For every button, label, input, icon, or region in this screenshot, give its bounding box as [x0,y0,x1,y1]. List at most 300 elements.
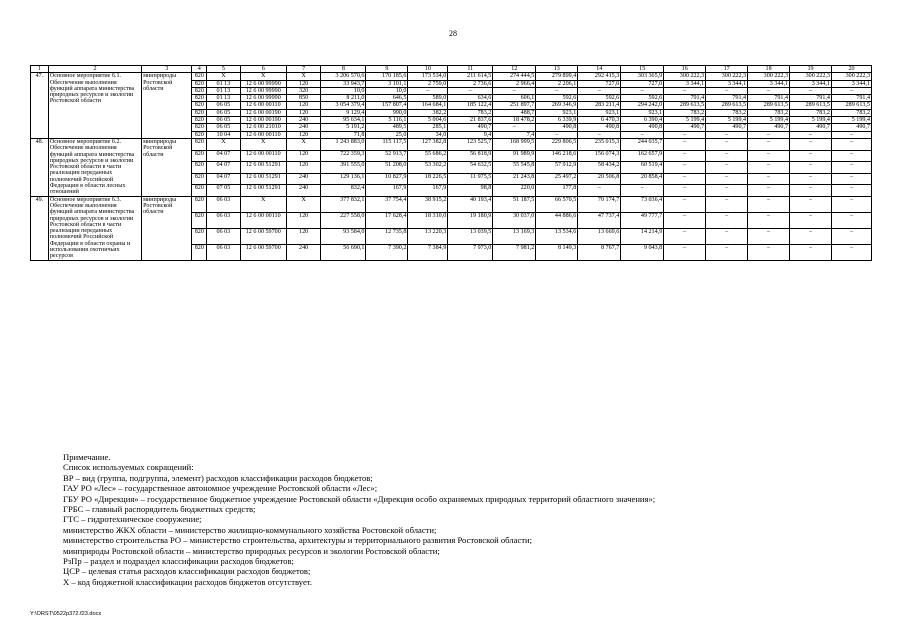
table-cell: – [706,173,748,185]
activity-description: Основное мероприятие 6.3. Обеспечение выполнения функций аппарата министерства природных ресурсов и экологии Ростовской области в части реализации переданных полномочий Российской Федерации в области охраны и использования охотничьих ресурсов [48,196,141,260]
table-cell: 156 074,3 [578,150,621,162]
table-cell: 7 973,0 [448,244,493,260]
table-cell: 12 6 00 00110 [240,102,286,109]
table-cell: 54 632,5 [448,162,493,174]
table-cell: 820 [192,102,207,109]
table-cell: 820 [192,95,207,102]
table-cell: 5 199,4 [706,117,748,124]
table-cell: 240 [286,185,321,197]
table-cell: 13 169,3 [493,228,536,244]
table-cell: 10,0 [321,87,366,94]
responsible-executor: минприроды Ростовской области [142,138,192,196]
column-number: 13 [536,66,578,73]
table-cell: – [748,131,790,138]
table-cell: 289 613,5 [748,102,790,109]
table-cell: – [664,162,706,174]
table-cell: 7 981,2 [493,244,536,260]
table-cell: 6 470,3 [578,117,621,124]
table-cell: – [790,173,832,185]
table-cell: 289 613,5 [790,102,832,109]
table-cell: 11 975,5 [448,173,493,185]
table-cell: 12 6 00 99990 [240,80,286,87]
table-cell: 3 344,1 [706,80,748,87]
table-cell: 3 344,1 [831,80,871,87]
table-cell: 289 613,5 [706,102,748,109]
table-cell: – [621,185,664,197]
table-cell: – [790,228,832,244]
table-cell: 820 [192,80,207,87]
column-number: 15 [621,66,664,73]
table-cell: 820 [192,228,207,244]
table-cell: 177,8 [536,185,578,197]
table-cell: 12 6 00 59700 [240,228,286,244]
table-cell: 167,9 [408,185,448,197]
table-cell: 18 226,5 [408,173,448,185]
table-cell: – [578,131,621,138]
table-cell: – [748,228,790,244]
table-cell: 634,6 [448,95,493,102]
abbreviation-item: минприроды Ростовской области – министерство природных ресурсов и экологии Ростовской области; [63,545,440,556]
column-number: 7 [286,66,321,73]
table-cell: 820 [192,185,207,197]
table-cell: Х [240,196,286,212]
table-cell: 21 243,8 [493,173,536,185]
table-cell: 01 13 [207,80,241,87]
table-cell: Х [207,138,241,150]
table-cell: 8 149,3 [536,244,578,260]
table-cell: 820 [192,212,207,228]
abbreviation-item: ЦСР – целевая статья расходов классификации расходов бюджетов; [63,566,311,577]
table-cell: 38 915,2 [408,196,448,212]
table-cell: 489,5 [366,124,408,131]
table-cell: 391 555,0 [321,162,366,174]
table-cell: 162 657,9 [621,150,664,162]
table-cell: 04 07 [207,162,241,174]
table-cell: 01 13 [207,87,241,94]
table-cell: 91 989,9 [493,150,536,162]
column-number: 10 [408,66,448,73]
table-cell: 220,0 [493,185,536,197]
column-number: 1 [31,66,49,73]
table-cell: – [748,87,790,94]
abbreviations-title: Список используемых сокращений: [63,462,194,473]
table-cell: 7 390,2 [366,244,408,260]
table-cell: 8 211,0 [321,95,366,102]
table-cell: 168 999,5 [493,138,536,150]
table-cell: – [706,196,748,212]
table-cell: 783,2 [448,109,493,116]
table-cell: – [748,173,790,185]
row-number: 47. [31,73,49,139]
table-cell: – [706,131,748,138]
table-cell: 13 039,5 [448,228,493,244]
table-cell: 04 07 [207,150,241,162]
table-cell: – [790,196,832,212]
table-cell: 820 [192,73,207,80]
table-cell: 3 101,1 [366,80,408,87]
abbreviation-item: Х – код бюджетной классификации расходов бюджетов отсутствует. [63,576,313,587]
table-cell: 791,4 [748,95,790,102]
table-cell: 289 613,5 [831,102,871,109]
table-cell: 783,2 [706,109,748,116]
table-cell: 56 690,1 [321,244,366,260]
abbreviation-item: ГБУ РО «Дирекция» – государственное бюджетное учреждение Ростовской области «Дирекция особо охраняемых природных территорий областного значения»; [63,493,656,504]
table-cell: 791,4 [831,95,871,102]
responsible-executor: минприроды Ростовской области [142,73,192,139]
table-cell: – [748,150,790,162]
table-cell: – [706,162,748,174]
table-cell: 12 6 00 21010 [240,124,286,131]
table-cell: 12 6 00 00190 [240,109,286,116]
table-cell: 21 837,6 [448,117,493,124]
table-cell: – [790,131,832,138]
table-cell: – [748,185,790,197]
table-cell: 9,4 [448,131,493,138]
table-cell: 98,8 [448,185,493,197]
table-cell: 44 886,6 [536,212,578,228]
column-number: 2 [48,66,141,73]
table-cell: – [664,131,706,138]
column-number: 9 [366,66,408,73]
table-cell: 06 03 [207,244,241,260]
table-cell: 791,4 [790,95,832,102]
table-cell: 923,1 [578,109,621,116]
table-cell: 164 684,1 [408,102,448,109]
table-cell: – [831,162,871,174]
table-cell: – [790,150,832,162]
table-cell: Х [207,73,241,80]
table-cell: 289 613,5 [664,102,706,109]
table-cell: 320 [286,87,321,94]
table-cell: 791,4 [706,95,748,102]
table-cell: 820 [192,196,207,212]
activity-description: Основное мероприятие 6.1. Обеспечение выполнения функций аппарата министерства природных ресурсов и экологии Ростовской области [48,73,141,139]
table-cell: 783,2 [664,109,706,116]
column-number: 19 [790,66,832,73]
table-cell: 820 [192,87,207,94]
table-cell: 53 302,2 [408,162,448,174]
table-cell: 57 912,9 [536,162,578,174]
column-number: 8 [321,66,366,73]
table-cell: 850 [286,95,321,102]
table-cell: 3 344,1 [664,80,706,87]
table-cell: 820 [192,244,207,260]
table-cell: Х [286,73,321,80]
table-cell: 820 [192,150,207,162]
table-cell: 170 185,6 [366,73,408,80]
table-cell: 06 05 [207,102,241,109]
table-cell: – [578,185,621,197]
table-cell: 490,7 [706,124,748,131]
table-cell: 292 415,3 [578,73,621,80]
table-cell: 832,4 [321,185,366,197]
table-cell: 279 899,4 [536,73,578,80]
table-cell: 123 525,7 [448,138,493,150]
table-cell: – [448,87,493,94]
table-cell: 592,6 [578,95,621,102]
table-cell: 303 365,9 [621,73,664,80]
table-cell: 95 634,1 [321,117,366,124]
table-cell: – [790,162,832,174]
table-cell: 127 382,8 [408,138,448,150]
table-cell: 722 359,3 [321,150,366,162]
table-cell: – [790,185,832,197]
table-cell: 274 444,5 [493,73,536,80]
table-cell: 490,8 [536,124,578,131]
table-cell: 10,0 [366,87,408,94]
table-cell: 06 05 [207,117,241,124]
table-cell: 185 122,4 [448,102,493,109]
table-cell: – [664,173,706,185]
table-cell: 490,7 [831,124,871,131]
table-cell: 5 199,4 [831,117,871,124]
page-number: 28 [449,29,457,38]
table-cell: 490,7 [748,124,790,131]
table-cell: Х [286,196,321,212]
table-cell: 923,1 [536,109,578,116]
table-cell: 490,8 [621,124,664,131]
table-cell: – [831,87,871,94]
table-cell: – [664,87,706,94]
table-cell: 12 735,8 [366,228,408,244]
column-number: 11 [448,66,493,73]
table-cell: 6 339,9 [536,117,578,124]
table-cell: 8 767,7 [578,244,621,260]
activity-description: Основное мероприятие 6.2. Обеспечение выполнения функций аппарата министерства природных ресурсов и экологии Ростовской области в части реализации переданных полномочий Российской Федерации в области лесных отношений [48,138,141,196]
table-cell: 115 117,5 [366,138,408,150]
table-cell: 120 [286,102,321,109]
file-path: Y:\ORST\0522p372.f23.docx [30,611,102,617]
table-cell: 2 736,6 [448,80,493,87]
table-cell: 60 519,4 [621,162,664,174]
notes-section [63,452,883,587]
table-cell: – [664,212,706,228]
column-number-row [31,66,872,73]
table-cell: 820 [192,173,207,185]
table-cell: 34,0 [408,131,448,138]
table-cell: 12 6 00 99990 [240,95,286,102]
table-cell: – [664,185,706,197]
abbreviation-item: ГТС – гидротехническое сооружение; [63,514,202,525]
table-cell: – [748,244,790,260]
table-cell: – [831,185,871,197]
table-cell: Х [286,138,321,150]
table-cell: 5 191,2 [321,124,366,131]
notes-heading: Примечание. [63,452,111,462]
table-cell: 820 [192,117,207,124]
table-cell: 12 6 00 51291 [240,173,286,185]
table-cell: 820 [192,109,207,116]
table-cell: – [706,212,748,228]
table-cell: – [831,212,871,228]
column-number: 3 [142,66,192,73]
row-number: 49. [31,196,49,260]
table-cell: 01 13 [207,95,241,102]
table-cell: – [664,150,706,162]
table-cell: 52 913,7 [366,150,408,162]
table-cell: 12 6 00 51291 [240,185,286,197]
table-row [31,73,872,80]
table-cell: 51 187,5 [493,196,536,212]
table-cell: 13 669,6 [578,228,621,244]
table-cell: 229 806,5 [536,138,578,150]
table-cell: 25,0 [366,131,408,138]
table-cell: 2 206,1 [536,80,578,87]
table-cell: – [790,244,832,260]
table-cell: 1 243 883,0 [321,138,366,150]
table-cell: 9 043,8 [621,244,664,260]
table-cell: 300 222,3 [748,73,790,80]
table-cell: – [831,138,871,150]
table-cell: 240 [286,173,321,185]
table-cell: 285,1 [408,124,448,131]
table-cell: – [790,87,832,94]
table-cell: 5 199,4 [748,117,790,124]
column-number: 18 [748,66,790,73]
table-cell: 6 390,4 [621,117,664,124]
table-cell: 727,0 [578,80,621,87]
table-cell: 13 220,3 [408,228,448,244]
table-cell: 382,2 [408,109,448,116]
table-cell: 157 807,4 [366,102,408,109]
table-cell: 7,4 [493,131,536,138]
table-cell: – [493,87,536,94]
table-cell: 3 344,1 [790,80,832,87]
table-cell: 820 [192,162,207,174]
table-cell: 791,4 [664,95,706,102]
table-cell: 25 497,2 [536,173,578,185]
table-cell: – [748,212,790,228]
table-cell: 606,1 [493,95,536,102]
table-cell: 12 6 00 00110 [240,150,286,162]
table-cell: – [831,228,871,244]
table-cell: – [748,196,790,212]
table-cell: 235 015,3 [578,138,621,150]
table-cell: 58 434,2 [578,162,621,174]
table-cell: 2 759,0 [408,80,448,87]
table-cell: 66 570,5 [536,196,578,212]
table-cell: 300 222,3 [664,73,706,80]
table-cell: 783,2 [790,109,832,116]
table-cell: 12 6 00 00190 [240,117,286,124]
table-cell: 240 [286,244,321,260]
table-cell: 300 222,3 [790,73,832,80]
table-cell: 240 [286,124,321,131]
table-cell: 727,0 [621,80,664,87]
table-cell: 12 6 00 51291 [240,162,286,174]
table-cell: 820 [192,138,207,150]
table-cell: 20 506,8 [578,173,621,185]
table-cell: 12 6 00 00110 [240,212,286,228]
table-cell: 120 [286,131,321,138]
table-cell: 120 [286,150,321,162]
table-cell: – [706,185,748,197]
table-row [31,196,872,212]
table-cell: 240 [286,117,321,124]
table-cell: 5 116,1 [366,117,408,124]
table-cell: 10 827,9 [366,173,408,185]
table-cell: 269 346,9 [536,102,578,109]
abbreviation-item: ГАУ РО «Лес» – государственное автономное учреждение Ростовской области «Лес»; [63,483,378,494]
column-number: 17 [706,66,748,73]
table-cell: 211 614,5 [448,73,493,80]
column-number: 16 [664,66,706,73]
column-number: 12 [493,66,536,73]
table-cell: 3 054 379,4 [321,102,366,109]
table-cell: – [831,244,871,260]
table-cell: 73 036,4 [621,196,664,212]
table-cell: 06 05 [207,109,241,116]
table-cell: 7 384,9 [408,244,448,260]
table-cell: 377 832,1 [321,196,366,212]
table-cell: 820 [192,131,207,138]
table-cell: 120 [286,109,321,116]
table-cell: 120 [286,80,321,87]
responsible-executor: минприроды Ростовской области [142,196,192,260]
table-cell: – [790,138,832,150]
abbreviation-item: министерство ЖКХ области – министерство жилищно-коммунального хозяйства Ростовской области; [63,524,437,535]
table-cell: 10 04 [207,131,241,138]
table-cell: – [748,138,790,150]
table-cell: 490,8 [578,124,621,131]
abbreviation-item: министерство строительства РО – министерство строительства, архитектуры и территориального развития Ростовской области; [63,535,532,546]
table-cell: 2 966,4 [493,80,536,87]
table-cell: – [664,196,706,212]
table-cell: – [408,87,448,94]
table-cell: 129 136,1 [321,173,366,185]
table-cell: – [790,212,832,228]
table-cell: 12 6 00 99990 [240,87,286,94]
table-cell: 70 174,7 [578,196,621,212]
table-cell: – [831,131,871,138]
table-cell: Х [240,138,286,150]
abbreviation-item: ВР – вид (группа, подгруппа, элемент) расходов классификации расходов бюджетов; [63,472,373,483]
table-cell: 5 004,6 [408,117,448,124]
table-cell: 56 818,9 [448,150,493,162]
table-cell: 3 206 570,6 [321,73,366,80]
table-cell: 783,2 [748,109,790,116]
table-cell: – [536,131,578,138]
table-cell: 47 737,4 [578,212,621,228]
table-cell: 40 193,4 [448,196,493,212]
column-number: 14 [578,66,621,73]
table-cell: 07 05 [207,185,241,197]
table-cell: 251 897,7 [493,102,536,109]
table-cell: 820 [192,124,207,131]
budget-table [30,65,872,261]
table-cell: 18 310,0 [408,212,448,228]
table-cell: 173 534,0 [408,73,448,80]
column-number: 20 [831,66,871,73]
table-cell: 490,7 [448,124,493,131]
table-cell: 5 199,4 [664,117,706,124]
table-cell: 3 344,1 [748,80,790,87]
table-cell: 300 222,3 [831,73,871,80]
table-cell: – [621,131,664,138]
table-cell: 17 628,4 [366,212,408,228]
table-cell: – [493,124,536,131]
table-cell: Х [240,73,286,80]
table-cell: 51 208,0 [366,162,408,174]
table-cell: 9 129,4 [321,109,366,116]
table-cell: 589,0 [408,95,448,102]
column-number: 4 [192,66,207,73]
table-cell: 55 686,2 [408,150,448,162]
table-cell: 300 222,3 [706,73,748,80]
table-cell: 592,6 [536,95,578,102]
table-cell: 294 242,0 [621,102,664,109]
table-cell: – [578,87,621,94]
